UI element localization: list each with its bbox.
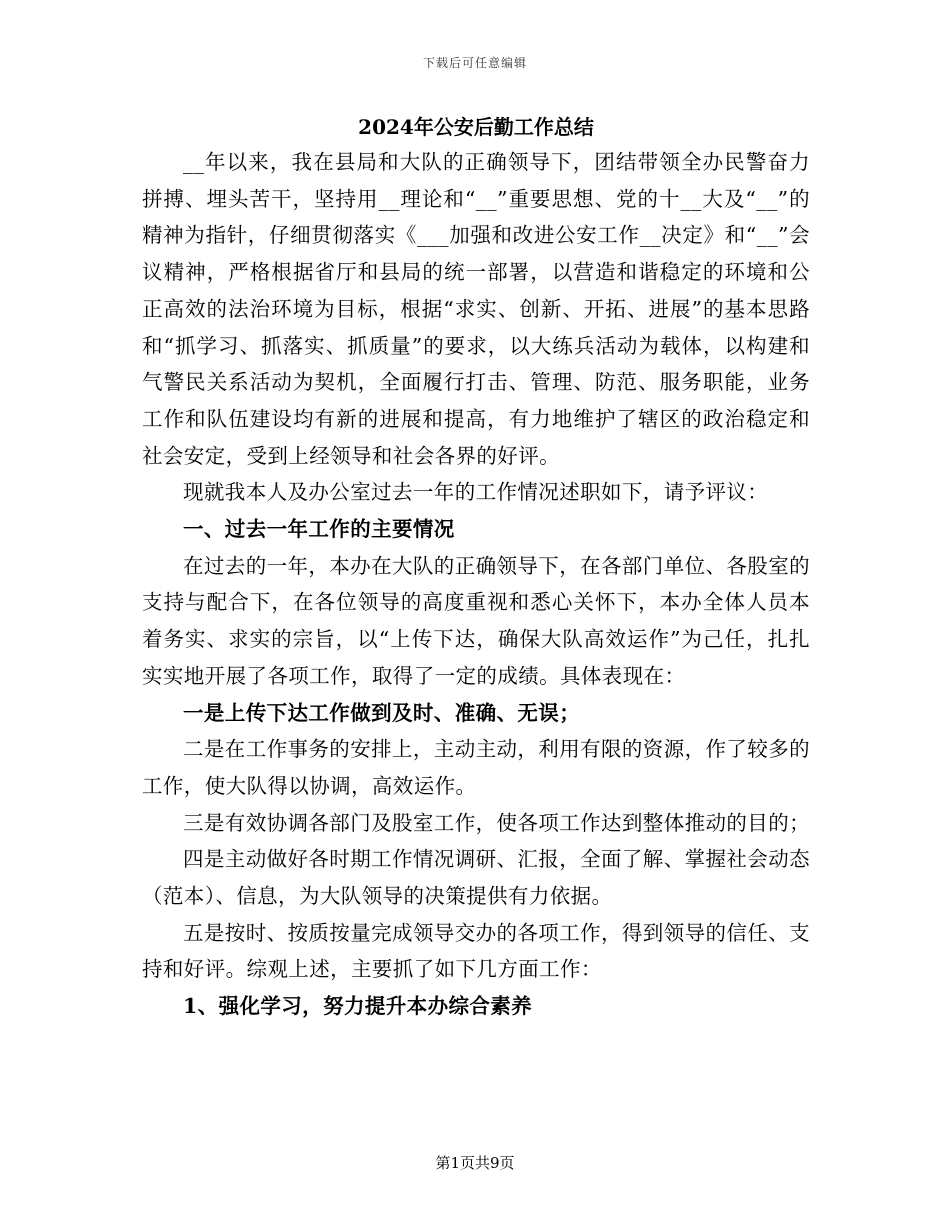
point-three: 三是有效协调各部门及股室工作，使各项工作达到整体推动的目的； <box>183 810 810 835</box>
point-four: 四是主动做好各时期工作情况调研、汇报，全面了解、掌握社会动态（范本）、信息，为大队领导的决策提供有力依据。 <box>142 847 810 909</box>
document-body <box>142 112 810 1025</box>
point-two: 二是在工作事务的安排上，主动主动，利用有限的资源，作了较多的工作，使大队得以协调，高效运作。 <box>142 737 810 798</box>
point-five: 五是按时、按质按量完成领导交办的各项工作，得到领导的信任、支持和好评。综观上述，主要抓了如下几方面工作： <box>142 920 810 982</box>
paragraph-intro: __年以来，我在县局和大队的正确领导下，团结带领全办民警奋力拼搏、埋头苦干，坚持用__理论和“__”重要思想、党的十__大及“__”的精神为指针，仔细贯彻落实《___加强和改进公安工作__决定》和“__”会议精神，严格根据省厅和县局的统一部署，以营造和谐稳定的环境和公正高效的法治环境为目标，根据“求实、创新、开拓、进展”的基本思路和“抓学习、抓落实、抓质量”的要求，以大练兵活动为载体，以构建和气警民关系活动为契机，全面履行打击、管理、防范、服务职能，业务工作和队伍建设均有新的进展和提高，有力地维护了辖区的政治稳定和社会安定，受到上经领导和社会各界的好评。 <box>142 150 810 468</box>
paragraph-overview: 在过去的一年，本办在大队的正确领导下，在各部门单位、各股室的支持与配合下，在各位领导的高度重视和悉心关怀下，本办全体人员本着务实、求实的宗旨，以“上传下达，确保大队高效运作”为己任，扎扎实实地开展了各项工作，取得了一定的成绩。具体表现在： <box>142 553 810 688</box>
subsection-heading-1: 1、强化学习，努力提升本办综合素养 <box>183 994 533 1019</box>
page-number: 第1页共9页 <box>435 1154 515 1172</box>
section-heading-1: 一、过去一年工作的主要情况 <box>183 517 455 542</box>
point-one: 一是上传下达工作做到及时、准确、无误； <box>183 700 581 725</box>
header-note: 下载后可任意编辑 <box>422 56 527 70</box>
document-title: 2024年公安后勤工作总结 <box>358 115 594 139</box>
paragraph-report-note: 现就我本人及办公室过去一年的工作情况述职如下，请予评议： <box>183 480 769 505</box>
